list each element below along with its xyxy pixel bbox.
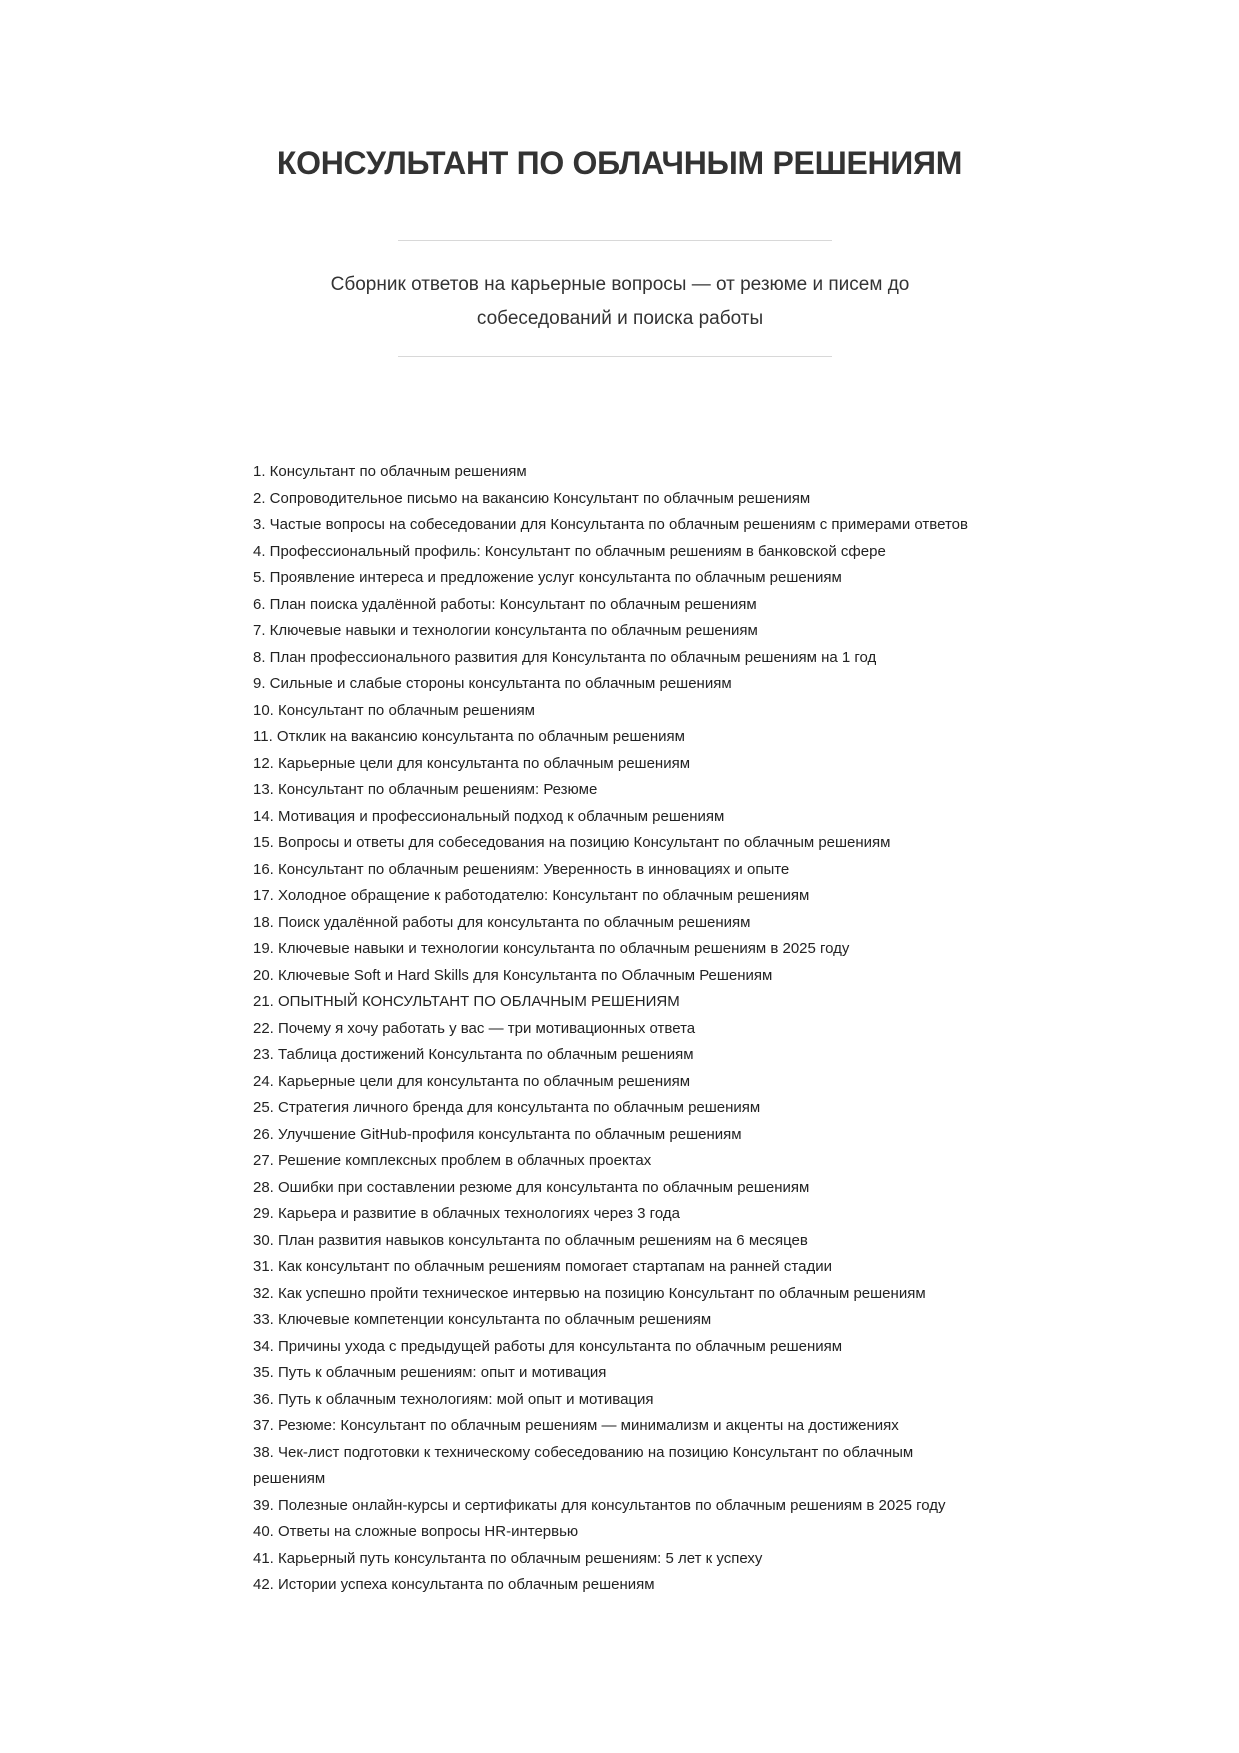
toc-item: 9. Сильные и слабые стороны консультанта по облачным решениям: [253, 675, 732, 692]
toc-item: 16. Консультант по облачным решениям: Уверенность в инновациях и опыте: [253, 860, 790, 878]
toc-item: 7. Ключевые навыки и технологии консультанта по облачным решениям: [253, 622, 758, 639]
divider-top: [398, 240, 832, 241]
toc-item: 6. План поиска удалённой работы: Консультант по облачным решениям: [253, 595, 757, 613]
page-title: КОНСУЛЬТАНТ ПО ОБЛАЧНЫМ РЕШЕНИЯМ: [276, 145, 963, 181]
toc-item: 17. Холодное обращение к работодателю: Консультант по облачным решениям: [253, 887, 810, 904]
toc-item: 30. План развития навыков консультанта по облачным решениям на 6 месяцев: [253, 1231, 808, 1249]
toc-item: 21. ОПЫТНЫЙ КОНСУЛЬТАНТ ПО ОБЛАЧНЫМ РЕШЕНИЯМ: [253, 993, 680, 1010]
toc-item: 1. Консультант по облачным решениям: [253, 463, 527, 480]
toc-item: 2. Сопроводительное письмо на вакансию Консультант по облачным решениям: [253, 489, 811, 507]
page-subtitle: Сборник ответов на карьерные вопросы — от резюме и писем до собеседований и поиска работы: [330, 274, 910, 329]
toc-item: 38. Чек-лист подготовки к техническому собеседованию на позицию Консультант по облачным решениям: [253, 1443, 914, 1487]
toc-item: 12. Карьерные цели для консультанта по облачным решениям: [253, 754, 691, 772]
toc-item: 5. Проявление интереса и предложение услуг консультанта по облачным решениям: [253, 569, 842, 586]
toc-item: 4. Профессиональный профиль: Консультант по облачным решениям в банковской сфере: [253, 542, 886, 560]
toc-item: 20. Ключевые Soft и Hard Skills для Консультанта по Облачным Решениям: [253, 966, 773, 984]
toc-item: 19. Ключевые навыки и технологии консультанта по облачным решениям в 2025 году: [253, 940, 850, 957]
toc-item: 26. Улучшение GitHub-профиля консультанта по облачным решениям: [253, 1125, 742, 1143]
toc-item: 23. Таблица достижений Консультанта по облачным решениям: [253, 1046, 694, 1063]
toc-item: 29. Карьера и развитие в облачных технологиях через 3 года: [253, 1205, 680, 1222]
toc-item: 3. Частые вопросы на собеседовании для Консультанта по облачным решениям с примерами ответов: [253, 516, 968, 533]
toc-item: 10. Консультант по облачным решениям: [253, 701, 535, 719]
table-of-contents: [253, 459, 988, 1599]
toc-item: 22. Почему я хочу работать у вас — три мотивационных ответа: [253, 1019, 696, 1037]
toc-item: 39. Полезные онлайн-курсы и сертификаты для консультантов по облачным решениям в 2025 году: [253, 1496, 946, 1514]
toc-item: 35. Путь к облачным решениям: опыт и мотивация: [253, 1364, 607, 1381]
toc-item: 37. Резюме: Консультант по облачным решениям — минимализм и акценты на достижениях: [253, 1417, 899, 1434]
toc-item: 24. Карьерные цели для консультанта по облачным решениям: [253, 1072, 691, 1090]
toc-item: 31. Как консультант по облачным решениям помогает стартапам на ранней стадии: [253, 1258, 832, 1275]
toc-item: 11. Отклик на вакансию консультанта по облачным решениям: [253, 728, 685, 745]
toc-item: 18. Поиск удалённой работы для консультанта по облачным решениям: [253, 913, 751, 931]
toc-item: 34. Причины ухода с предыдущей работы для консультанта по облачным решениям: [253, 1337, 843, 1355]
toc-item: 15. Вопросы и ответы для собеседования на позицию Консультант по облачным решениям: [253, 834, 891, 851]
toc-item: 13. Консультант по облачным решениям: Резюме: [253, 781, 598, 798]
toc-item: 14. Мотивация и профессиональный подход к облачным решениям: [253, 807, 725, 825]
toc-item: 40. Ответы на сложные вопросы HR-интервью: [253, 1523, 579, 1540]
toc-item: 41. Карьерный путь консультанта по облачным решениям: 5 лет к успеху: [253, 1549, 763, 1567]
toc-item: 27. Решение комплексных проблем в облачных проектах: [253, 1152, 652, 1169]
divider-bottom: [398, 356, 832, 357]
toc-item: 25. Стратегия личного бренда для консультанта по облачным решениям: [253, 1099, 761, 1116]
toc-item: 32. Как успешно пройти техническое интервью на позицию Консультант по облачным решениям: [253, 1284, 926, 1302]
toc-item: 28. Ошибки при составлении резюме для консультанта по облачным решениям: [253, 1178, 810, 1196]
toc-item: 33. Ключевые компетенции консультанта по облачным решениям: [253, 1311, 712, 1328]
toc-item: 8. План профессионального развития для Консультанта по облачным решениям на 1 год: [253, 648, 877, 666]
toc-item: 42. Истории успеха консультанта по облачным решениям: [253, 1576, 655, 1593]
toc-item: 36. Путь к облачным технологиям: мой опыт и мотивация: [253, 1390, 654, 1408]
